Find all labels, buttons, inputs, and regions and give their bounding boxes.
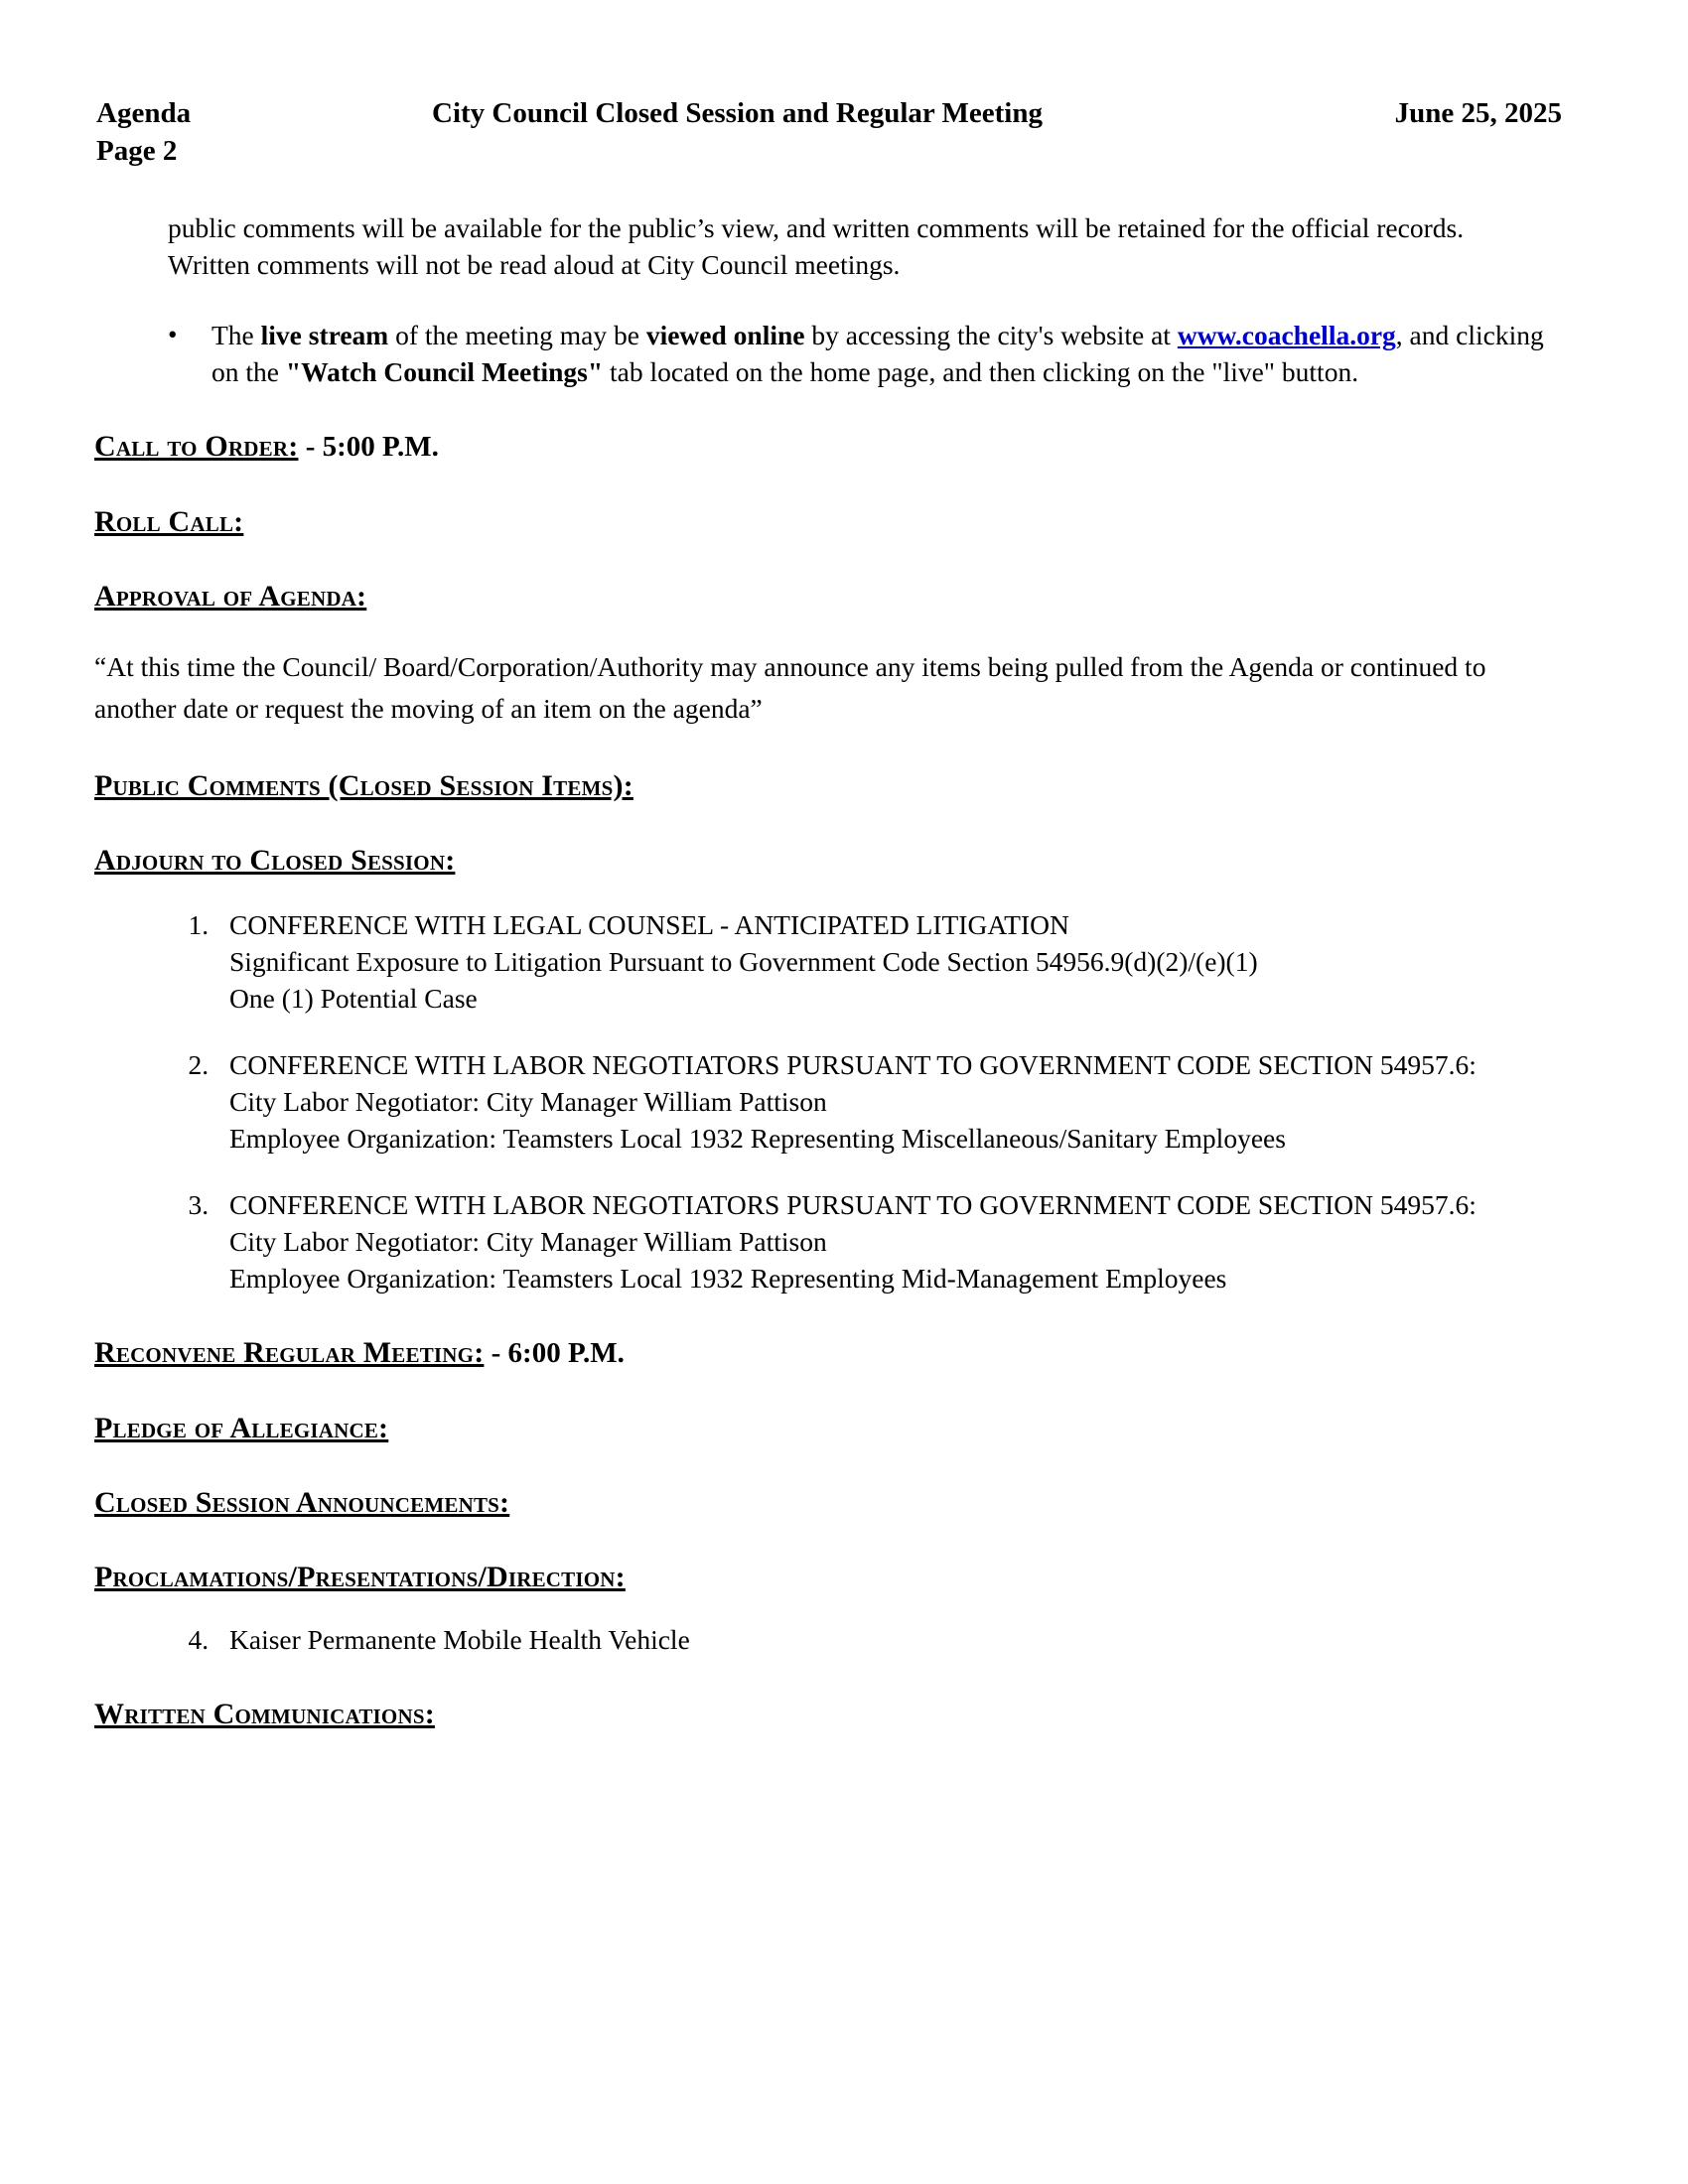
bullet-text-3: by accessing the city's website at <box>804 320 1178 350</box>
coachella-website-link[interactable]: www.coachella.org <box>1177 320 1396 350</box>
heading-adjourn-closed-session-label: Adjourn to Closed Session: <box>94 844 456 877</box>
list-item <box>215 906 1564 1017</box>
header-title: City Council Closed Session and Regular Meeting <box>432 97 1043 129</box>
heading-reconvene-label: Reconvene Regular Meeting: <box>94 1336 485 1369</box>
bullet-text-4: , and clicking on the <box>211 320 1544 387</box>
closed-session-item-1-line1: 1. CONFERENCE WITH LEGAL COUNSEL - ANTICIPATED LITIGATION <box>229 909 1069 940</box>
closed-session-item-2-line2: City Labor Negotiator: City Manager William Pattison <box>229 1086 827 1117</box>
bullet-bold-live-stream: live stream <box>260 320 389 350</box>
proclamation-item-4-text: 4. Kaiser Permanente Mobile Health Vehicle <box>229 1624 690 1655</box>
heading-roll-call <box>94 503 1564 540</box>
live-stream-bullet <box>168 317 1564 390</box>
heading-closed-session-announcements-label: Closed Session Announcements: <box>94 1486 510 1519</box>
heading-call-to-order <box>94 428 1564 466</box>
closed-session-item-list <box>94 906 1564 1297</box>
closed-session-item-1-line3: One (1) Potential Case <box>229 983 478 1014</box>
heading-reconvene-regular-meeting <box>94 1334 1564 1372</box>
page-header <box>94 94 1564 172</box>
header-page-number: Page 2 <box>96 135 178 167</box>
heading-proclamations-label: Proclamations/Presentations/Direction: <box>94 1561 626 1593</box>
heading-proclamations <box>94 1559 1564 1595</box>
heading-written-communications <box>94 1696 1564 1732</box>
bullet-bold-viewed-online: viewed online <box>645 320 805 350</box>
closed-session-item-3-line3: Employee Organization: Teamsters Local 1932 Representing Mid-Management Employees <box>229 1263 1227 1294</box>
proclamation-item-list <box>94 1621 1564 1658</box>
heading-approval-of-agenda-label: Approval of Agenda: <box>94 580 367 613</box>
closed-session-item-1-line2: Significant Exposure to Litigation Pursuant to Government Code Section 54956.9(d)(2)/(e)(1) <box>229 946 1258 977</box>
list-item <box>215 1621 1564 1658</box>
heading-call-to-order-label: Call to Order: <box>94 430 299 463</box>
list-item <box>215 1046 1564 1157</box>
closed-session-item-3-line1: 3. CONFERENCE WITH LABOR NEGOTIATORS PURSUANT TO GOVERNMENT CODE SECTION 54957.6: <box>229 1189 1477 1220</box>
heading-pledge-label: Pledge of Allegiance: <box>94 1412 389 1444</box>
header-date: June 25, 2025 <box>1394 97 1562 129</box>
call-to-order-time: - 5:00 P.M. <box>298 431 439 463</box>
list-item <box>215 1186 1564 1297</box>
approval-quote: “At this time the Council/ Board/Corporation/Authority may announce any items being pulled from the Agenda or continued to another date or request the moving of an item on the agenda” <box>94 651 1486 724</box>
heading-pledge-of-allegiance <box>94 1410 1564 1446</box>
closed-session-item-2-line1: 2. CONFERENCE WITH LABOR NEGOTIATORS PURSUANT TO GOVERNMENT CODE SECTION 54957.6: <box>229 1049 1477 1080</box>
closed-session-item-2-line3: Employee Organization: Teamsters Local 1932 Representing Miscellaneous/Sanitary Employees <box>229 1123 1286 1154</box>
bullet-text-1: The <box>211 320 261 350</box>
heading-written-communications-label: Written Communications: <box>94 1698 435 1730</box>
bullet-text-2: of the meeting may be <box>388 320 646 350</box>
reconvene-time: - 6:00 P.M. <box>484 1337 625 1369</box>
header-agenda-label: Agenda <box>96 97 192 129</box>
heading-public-comments-label: Public Comments (Closed Session Items): <box>94 769 633 802</box>
bullet-icon: • <box>168 320 178 349</box>
heading-public-comments <box>94 767 1564 804</box>
heading-adjourn-closed-session <box>94 842 1564 879</box>
document-body <box>94 209 1564 1732</box>
bullet-bold-watch-council-meetings: "Watch Council Meetings" <box>285 356 604 387</box>
heading-approval-of-agenda <box>94 578 1564 614</box>
closed-session-item-3-line2: City Labor Negotiator: City Manager William Pattison <box>229 1226 827 1257</box>
heading-closed-session-announcements <box>94 1484 1564 1521</box>
bullet-text-5: tab located on the home page, and then clicking on the "live" button. <box>603 356 1359 387</box>
continued-paragraph: public comments will be available for the public’s view, and written comments will be retained for the official records. Written comments will not be read aloud at City Council meetings. <box>168 212 1465 280</box>
header-left <box>96 94 191 170</box>
heading-roll-call-label: Roll Call: <box>94 505 244 538</box>
